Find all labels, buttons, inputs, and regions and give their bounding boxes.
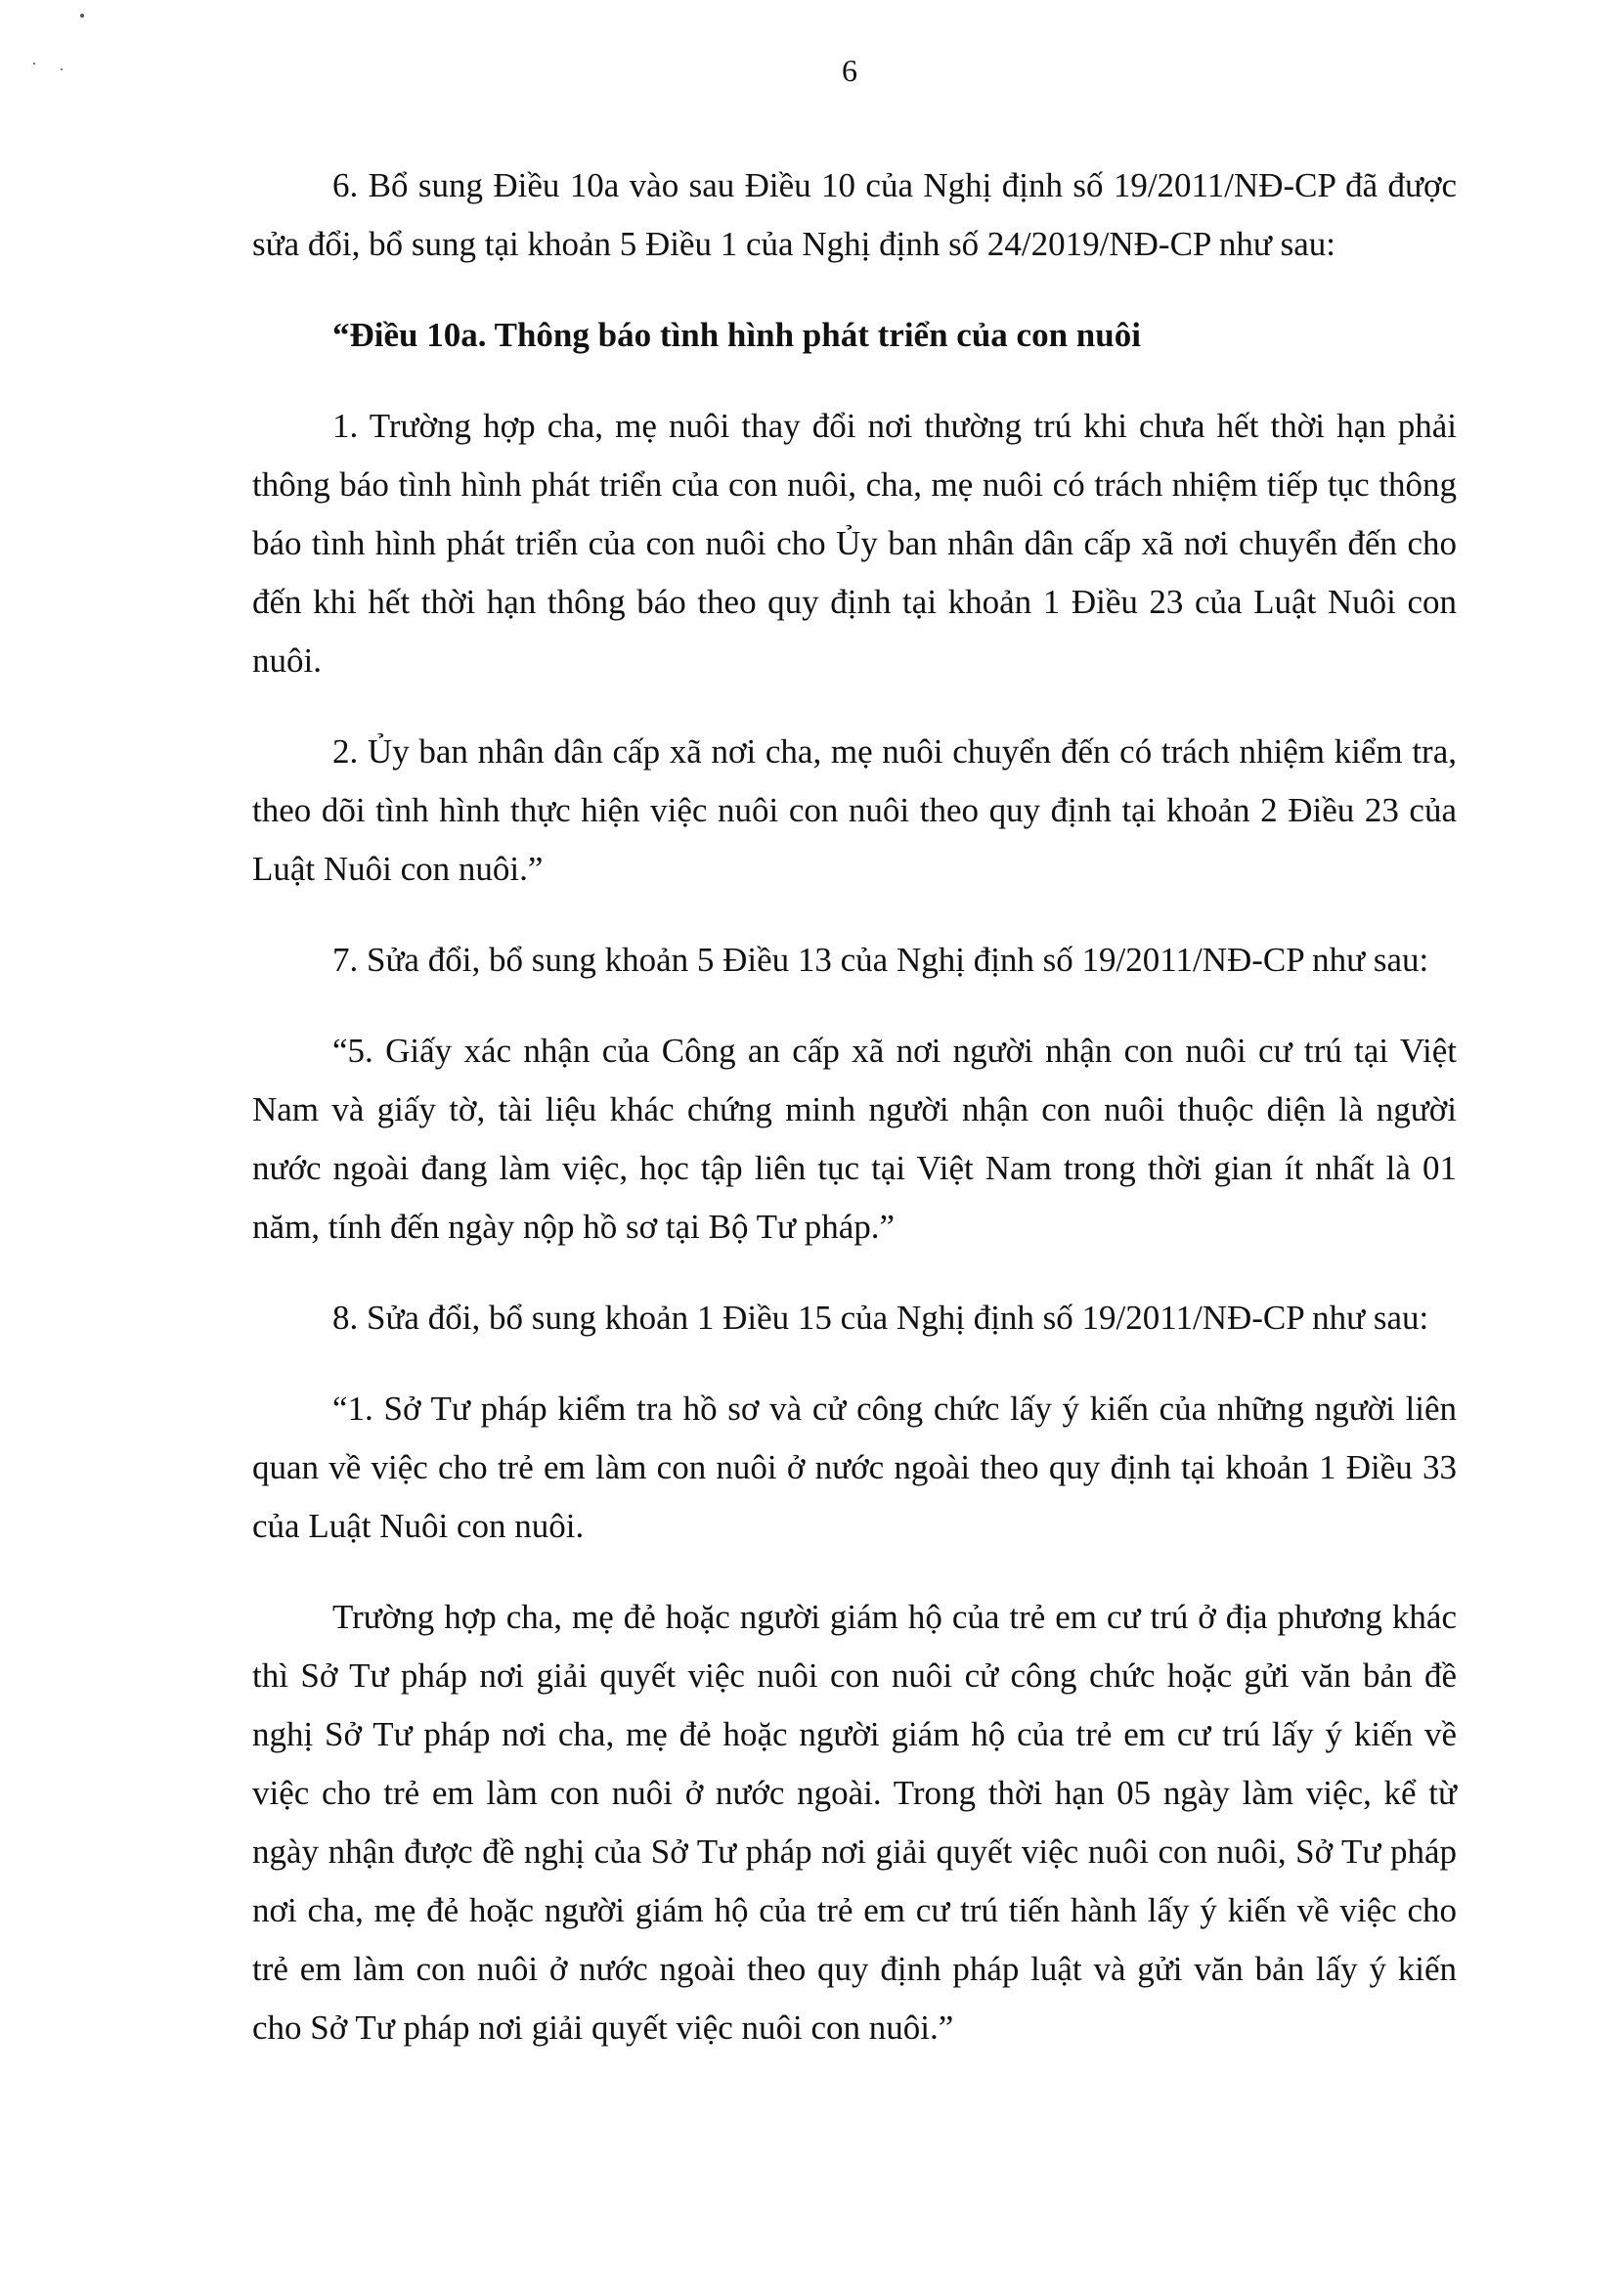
clause-8-intro: 8. Sửa đổi, bổ sung khoản 1 Điều 15 của Nghị định số 19/2011/NĐ-CP như sau: xyxy=(332,1299,1429,1337)
document-body xyxy=(252,156,1457,2090)
page-number: 6 xyxy=(842,53,857,88)
scan-speck xyxy=(80,14,84,18)
clause-8-item-1-continued: Trường hợp cha, mẹ đẻ hoặc người giám hộ của trẻ em cư trú ở địa phương khác thì Sở Tư pháp nơi giải quyết việc nuôi con nuôi cử công chức hoặc gửi văn bản đề nghị Sở Tư pháp nơi cha, mẹ đẻ hoặc người giám hộ của trẻ em cư trú lấy ý kiến về việc cho trẻ em làm con nuôi ở nước ngoài. Trong thời hạn 05 ngày làm việc, kể từ ngày nhận được đề nghị của Sở Tư pháp nơi giải quyết việc nuôi con nuôi, Sở Tư pháp nơi cha, mẹ đẻ hoặc người giám hộ của trẻ em cư trú tiến hành lấy ý kiến về việc cho trẻ em làm con nuôi ở nước ngoài theo quy định pháp luật và gửi văn bản lấy ý kiến cho Sở Tư pháp nơi giải quyết việc nuôi con nuôi.” xyxy=(252,1598,1457,2047)
clause-7-intro: 7. Sửa đổi, bổ sung khoản 5 Điều 13 của Nghị định số 19/2011/NĐ-CP như sau: xyxy=(332,941,1429,979)
article-10a-item-2: 2. Ủy ban nhân dân cấp xã nơi cha, mẹ nuôi chuyển đến có trách nhiệm kiểm tra, theo dõi tình hình thực hiện việc nuôi con nuôi theo quy định tại khoản 2 Điều 23 của Luật Nuôi con nuôi.” xyxy=(252,732,1457,888)
article-10a-heading: “Điều 10a. Thông báo tình hình phát triển của con nuôi xyxy=(332,316,1141,354)
clause-7-text: “5. Giấy xác nhận của Công an cấp xã nơi người nhận con nuôi cư trú tại Việt Nam và giấy tờ, tài liệu khác chứng minh người nhận con nuôi thuộc diện là người nước ngoài đang làm việc, học tập liên tục tại Việt Nam trong thời gian ít nhất là 01 năm, tính đến ngày nộp hồ sơ tại Bộ Tư pháp.” xyxy=(252,1032,1457,1246)
clause-8-item-1: “1. Sở Tư pháp kiểm tra hồ sơ và cử công chức lấy ý kiến của những người liên quan về việc cho trẻ em làm con nuôi ở nước ngoài theo quy định tại khoản 1 Điều 33 của Luật Nuôi con nuôi. xyxy=(252,1390,1457,1545)
article-10a-item-1: 1. Trường hợp cha, mẹ nuôi thay đổi nơi thường trú khi chưa hết thời hạn phải thông báo tình hình phát triển của con nuôi, cha, mẹ nuôi có trách nhiệm tiếp tục thông báo tình hình phát triển của con nuôi cho Ủy ban nhân dân cấp xã nơi chuyển đến cho đến khi hết thời hạn thông báo theo quy định tại khoản 1 Điều 23 của Luật Nuôi con nuôi. xyxy=(252,407,1457,680)
clause-6-intro: 6. Bổ sung Điều 10a vào sau Điều 10 của Nghị định số 19/2011/NĐ-CP đã được sửa đổi, bổ sung tại khoản 5 Điều 1 của Nghị định số 24/2019/NĐ-CP như sau: xyxy=(252,166,1457,263)
